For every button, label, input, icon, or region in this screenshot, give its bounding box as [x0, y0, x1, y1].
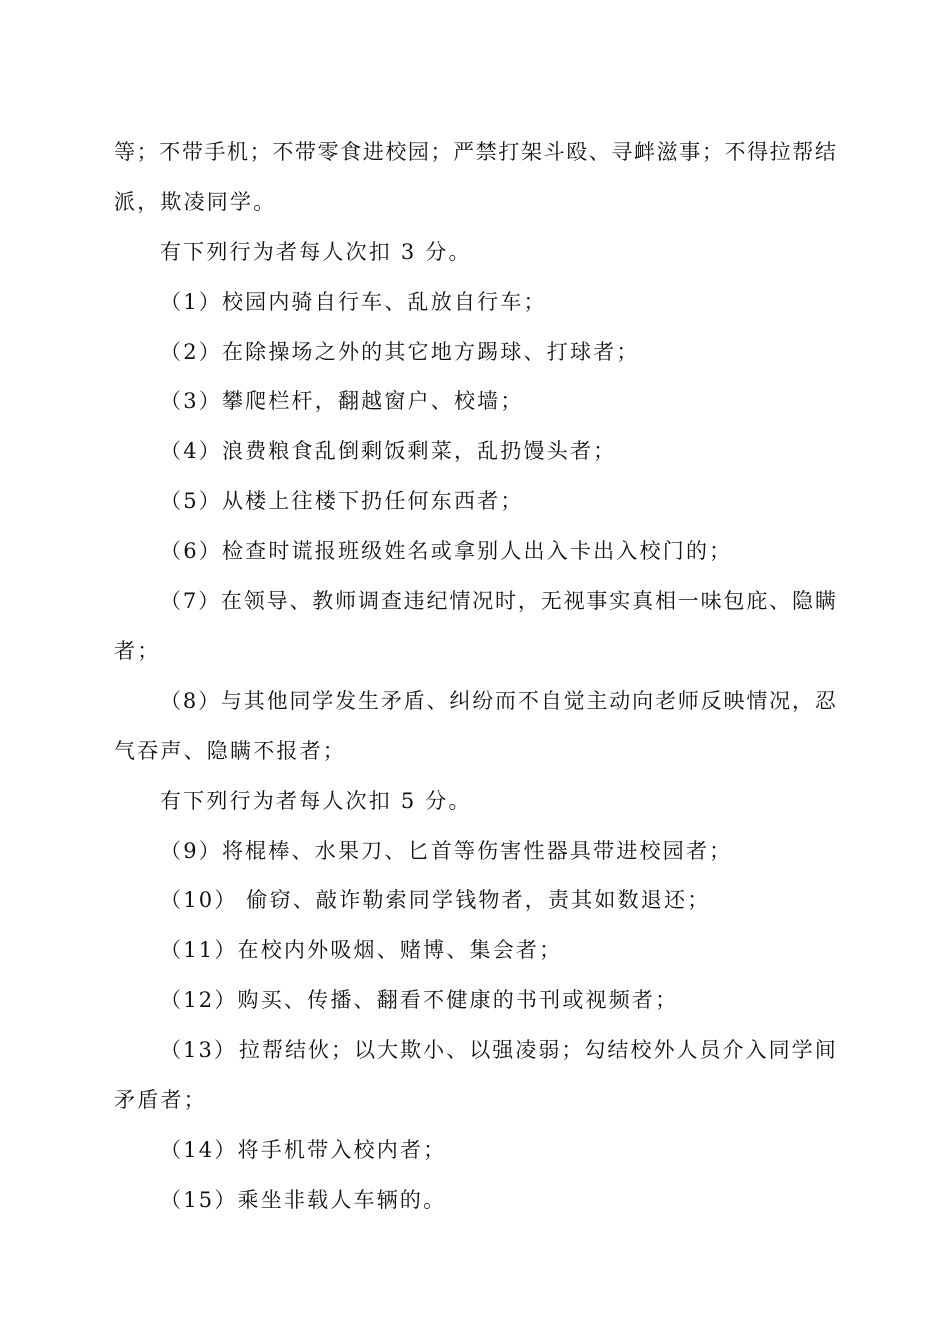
rule-item-13-continued: 矛盾者； [114, 1088, 207, 1112]
deduct-5-points-heading: 有下列行为者每人次扣 5 分。 [160, 789, 472, 813]
rule-item-8-continued: 气吞声、隐瞒不报者； [114, 739, 346, 763]
rule-item-5: （5）从楼上往楼下扔任何东西者； [160, 489, 524, 513]
rule-item-13: （ 1 3 ） 拉 帮 结 伙 ； 以 大 欺 小 、 以 强 凌 弱 ； 勾 结 校 外 人 员 介 入 同 学 间 [160, 1038, 836, 1062]
deduct-3-points-heading: 有下列行为者每人次扣 3 分。 [160, 240, 472, 264]
text-line-2: 派，欺凌同学。 [114, 190, 277, 214]
rule-item-7: （ 7 ） 在 领 导 、 教 师 调 查 违 纪 情 况 时 ， 无 视 事 实 真 相 一 味 包 庇 、 隐 瞒 [160, 589, 836, 613]
rule-item-12: （12）购买、传播、翻看不健康的书刊或视频者； [160, 988, 679, 1012]
rule-item-15: （15）乘坐非载人车辆的。 [160, 1188, 447, 1212]
rule-item-11: （11）在校内外吸烟、赌博、集会者； [160, 938, 563, 962]
rule-item-3: （3）攀爬栏杆，翻越窗户、校墙； [160, 389, 524, 413]
text-line-1: 等 ； 不 带 手 机 ； 不 带 零 食 进 校 园 ； 严 禁 打 架 斗 殴 、 寻 衅 滋 事 ； 不 得 拉 帮 结 [114, 140, 836, 164]
rule-item-10: （10） 偷窃、敲诈勒索同学钱物者，责其如数退还； [160, 888, 711, 912]
rule-item-8: （ 8 ） 与 其 他 同 学 发 生 矛 盾 、 纠 纷 而 不 自 觉 主 动 向 老 师 反 映 情 况 ， 忍 [160, 689, 836, 713]
rule-item-14: （14）将手机带入校内者； [160, 1138, 447, 1162]
rule-item-2: （2）在除操场之外的其它地方踢球、打球者； [160, 340, 640, 364]
rule-item-4: （4）浪费粮食乱倒剩饭剩菜，乱扔馒头者； [160, 439, 617, 463]
rule-item-1: （1）校园内骑自行车、乱放自行车； [160, 290, 547, 314]
rule-item-7-continued: 者； [114, 639, 161, 663]
rule-item-9: （9）将棍棒、水果刀、匕首等伤害性器具带进校园者； [160, 839, 733, 863]
rule-item-6: （6）检查时谎报班级姓名或拿别人出入卡出入校门的； [160, 539, 733, 563]
